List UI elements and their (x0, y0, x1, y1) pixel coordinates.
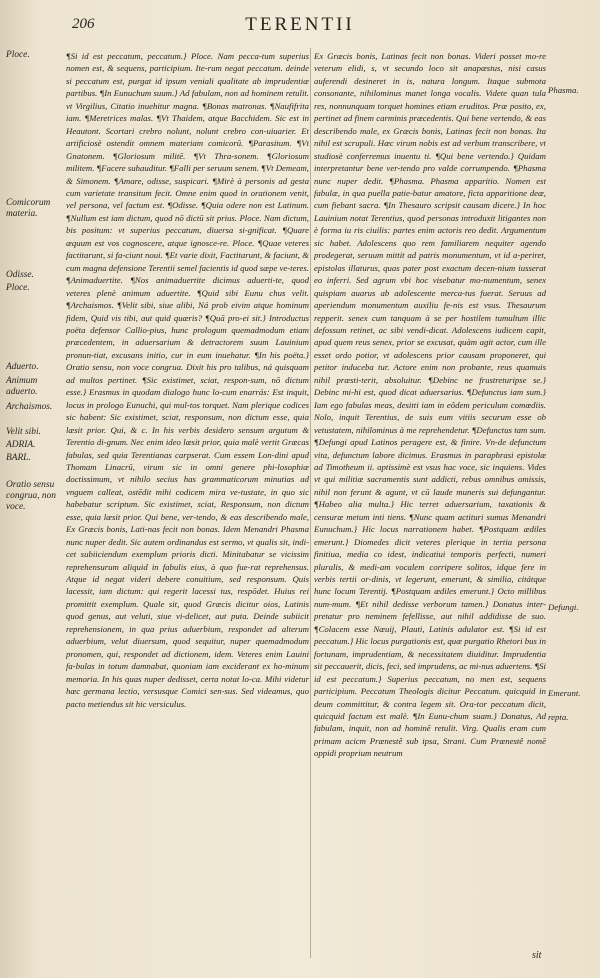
margin-note: Aduerto. (6, 362, 39, 372)
margin-note: Phasma. (548, 85, 579, 95)
running-title: TERENTII (245, 14, 355, 35)
catchword: sit (532, 950, 542, 961)
margin-note: Defungi. (548, 602, 579, 612)
right-column-text: Ex Græcis bonis, Latinas fecit non bonas. Videri posset mo-re veterum elidi, s, vt secundo loco sit anapæstus, nisi casus auferendi desineret in is, natura longum. Itaque submota consonante, nihilominus manet longa vocalis. Videte quan tula res, nonnunquam torquet homines etiam eruditos. Præ posito, ex, pertinet ad finem carminis præcedentis. Qui bene vertendo, & eas describendo male, ex Græcis bonis, Latinas fecit non bonas. Ita nihil est scrupuli. Hæc virum nobis est ad verbum transcribere, vt studiosè conferremus inuentu ti. ¶Qui bene vertendo.} Quidam interpretantur bene ver-tendo pro valde corrumpendo. ¶Phasma nunc nuper dedit. ¶Phasma. Phasma apparitio. Nomen est fabulæ, in qua puella patie-batur amatore, ficta apparitione deæ, cum fiebant sacra. ¶In Thesauro scripsit causam dicere.} In hoc Lauinium notat Terentius, quod personas introduxit litigantes non è forma iu ris ciuilis: partes enim actoris reo dedit. Argumentum sic habet. Adolescens quo rem familiarem nequiter agendo prodegerat, seruum mittit ad patris monumentum, vt id a-periret, epistolas illaturus, quas pater post exactum decen-nium iusserat eo inferri. Sed agrum vbi hoc visebatur mo-numentum, senex quispiam auarus ab adolescente merca-tus fuerat. Seruus ad aperiendum monumentum auxiliu fe-nis est vsus. Thesaurum repperit. senex cum tanquam à se per hostilem tumultum illic defossum retinet, ac sibi vendi-dicat. Adolescens iudicem capit, apud quem reus senex, prior se excusat, quàm agit actor, cum ille esset ordo potior, vt adolescens prior causam proponeret, qui petitor induceba tur. Actore enim non probante, reus quamuis nihil præsti-terit, absoluitur. ¶Debinc ne frustreturipse se.} Debinc mi-hi est, quod dicat aduersarius. ¶Defunctus iam sum.} Iam ego fabulas meas, desitti iam in eôdem periculum comœdiis. Nolo, inquit Terentius, de suis eum vitiis securum esse ob vetustatem, nihilominus à me reprehendetur. ¶Defunctus tam sum. ¶Defungi apud Latinos peragere est, & finire. Vn-de defunctum vita, defunctum labore dicimus. Erasmus in paraphrasi epistolæ ad Timotheum ii. aptissimè est vsus hac voce, sic inquiens. Vides vt qui militiæ sacramentis sunt addicti, rebus omnibus omissis, nihil non ferunt & agunt, vt cū laude muneris sui defungantur. ¶Habeo alia multa.} Hic terret aduersarium, taxationis & censuræ metum inti tiens. ¶Nunc quam actituri sumus Menandri Eunuchum.} Hic locus narrationem habet. ¶Postquam ædiles emerunt.} Diomedes dicit veteres plerique in tertia persona finitiua, media co idest, indicatiui temporis perfecti, numeri pluralis, & medi-am vocalem corripere solitos, idque fere in verbis tertii or-dinis, vt legerunt, emerunt, & similia, citátque hunc locum Terentij. ¶Postquam ædiles emerunt.} Octo millibus num-mum. ¶Et nihil dedisse verborum tamen.} Donatus inter-pretatur pro neminem fefellisse, aut nihil addidisse de suo. ¶Colacem esse Næuij, Plauti, Latinis adulator est. ¶Si id est peccatum.} Hic locus purgationis est, quæ purgatio Rhetori bus in fortunam, imprudentiam, & necessitatem diuiditur. Imprudentia sit peccauerit, dicis, feci, sed imprudens, ac mi-nus aduertens. ¶Si id est peccatum.} Superius peccatum, no men est, sequens participium. Peccatum Theologis dicitur Peccatum. quicquid in deum committitur, & contra legem sit. Ora-tor peccatum dicit, quicquid factum est malè. ¶In Eunu-chum suam.} Donatus, Ad fabulam, inquit, non ad hominē retulit. Virg. Qualis eram cum primam acicm Prænestê sub ipsa, Strani. Cum Prænestê nomē oppidi proprium neutrum (314, 51, 546, 759)
margin-note: ADRIA. (6, 440, 36, 450)
left-margin-notes (6, 50, 64, 970)
margin-note: repta. (548, 712, 569, 722)
margin-note: Animum aduerto. (6, 376, 38, 397)
margin-note: Comicorum materia. (6, 198, 51, 219)
margin-note: BARL. (6, 453, 31, 463)
page-number: 206 (72, 16, 95, 32)
right-margin-notes (548, 50, 598, 970)
margin-note: Velit sibi. (6, 427, 41, 437)
right-text-column (314, 50, 546, 975)
margin-note: Odisse. (6, 270, 34, 280)
margin-note: Archaismos. (6, 402, 53, 412)
margin-note: Oratio sensu congrua, non voce. (6, 480, 56, 512)
page-header (0, 14, 600, 36)
margin-note: Ploce. (6, 283, 30, 293)
column-divider (310, 48, 311, 958)
margin-note: Emerunt. (548, 688, 581, 698)
margin-note: Ploce. (6, 50, 30, 60)
left-column-text: ¶Si id est peccatum, peccatum.} Ploce. Nam pecca-tum superius nomen est, & sequens, participium. Ite-rum negat peccatum. deinde si peccatum est, purgat id ipsum veniali qualitate ab imprudentiæ partibus. ¶In Eunuchum suum.} Ad fabulam, non ad hominem retulit. vt Virgilius, Citatio inuehitur magna. ¶Bonas matronas. ¶Naufifrita iam. ¶Meretrices malas. ¶Vt Thaidem, atque Bacchidem. Sic est in Heautont. Scortari crebro nolunt, nolunt crebro con-uiuarier. Et artificiosè ostendit omnem materiam comicorū. ¶Parasitum. ¶Vt Gnatonem. ¶Gloriosum militē. ¶Vt Thra-sonem. ¶Gloriosum militem. ¶Facere suhauditur. ¶Falli per seruum senem. ¶Vt Demeam, & Simonem. ¶Amare, odisse, suspicari. ¶Mirè à personis ad gesta cum varietate transitum fecit. Omne enim quod in orationem venit, vel persona, vel factum est. ¶Odisse. ¶Quia odere non est Latinum. ¶Nullum est iam dictum, quod nō dictū sit prius. Ploce. Nam dictum, bis positum: vt superius peccatum, diuersa si-gnificat. ¶Quare æquum est vos cognoscere, atque ignosce-re. Ploce. ¶Quae veteres factitarunt, si fa-ciunt noui. ¶Et varie dixit, Factitarunt, & faciunt, & cum magna defensione Terentii semel facientis id quod sæpe ve-teres. ¶Animaduertite. ¶Nos animaduertite dicimus aduerti-te, quod veteres plenè animum aduertite. ¶Quid sibi Eunu chus velit. ¶Archaismos. ¶Velit sibi, siue alibi, Ná prob eivim atque hominum fidem, Quid vis tibi, aut quid quæris? ¶Quā pro-ei sit.} Introductus poëta defensor Callio-pius, hunc prologum quemadmodum etiam præcedentem, in aduersarium & detractorem suum Lauinium pronun-tiat, excusans initio, cur in eum inuehatur. ¶In his poëta.} Oratio sensu, non voce congrua. Dixit his pro talibus, ná quisquam ad multos pertinet. ¶Sic existimet, sciat, respon-sum, nō dictum esse.} Erasmus in quodam dialogo hunc lo-cum enarrás: Est inquit, locus in prologo Eunuchi, qui mul-tos torquet. Nam plerique codices sic habent: Sic existimet, sciat, responsum, non dictum esse, quia læsit prior. Qui, & c. In his verbis desidero sensum argutum & Terentio di-gnum. Nec enim ideo læsit prior, quia malè vertit Græcas fabulas, sed quia Terentianas carpserat. Cum essem Lon-dini apud Thomam Linacrū, virum sic in omni genere phi-losophiæ doctissimum, vt nihilo secius has grammaticorum minutias ad vnguem calleat, ostēdit mihi codicem mira ve-tustate, in quo sic habebatur scriptum. Sic existimet, sciat, Responsum, non dictum esse, quia læsit prior. Qui bene, ver-tendo, & eas describendo male, Ex Græcis bonis, Lati-nas fecit non bonas. Idem Menandri Phasma nunc nuper dedit. Sic autem ordinandus est sermo, vt qualis sit, indi-cet subiiciendum exemplum prioris dicti. Minitabatur se vicissim reprehensurum aliquid in fabulis eius, à quo fue-rat reprehensus. Atque id negat videri debere conuitium, sed responsum. Quis lacessit, iam dictum: qui regerit lacessi tus, respōdet. Huius rei promittit exemplum. Quale sit, quod Græcis dicitur oios, Latinis quod genus, aut veluti, siue vi-delicet, aut puta. Deinde subiicit reprehensionem, in qua prius aduerbium, respondet ad alterum aduerbium, velut diuersum, quod sequitur, nuper quemadmodum pronomen, qui, respondet ad dictionem, idem. Veteres enim Lauini fa-bulas in totum damnabat, quoniam iam exciderant ex ho-minum memoria. In his quas nuper dedisset, certa notat lo-ca. Mihi videtur hæc germana lectio, versusque Comici sen-sus. Sed videamus, quo pacto metiendus sit hic versiculus. (66, 51, 309, 709)
left-text-column (66, 50, 309, 975)
